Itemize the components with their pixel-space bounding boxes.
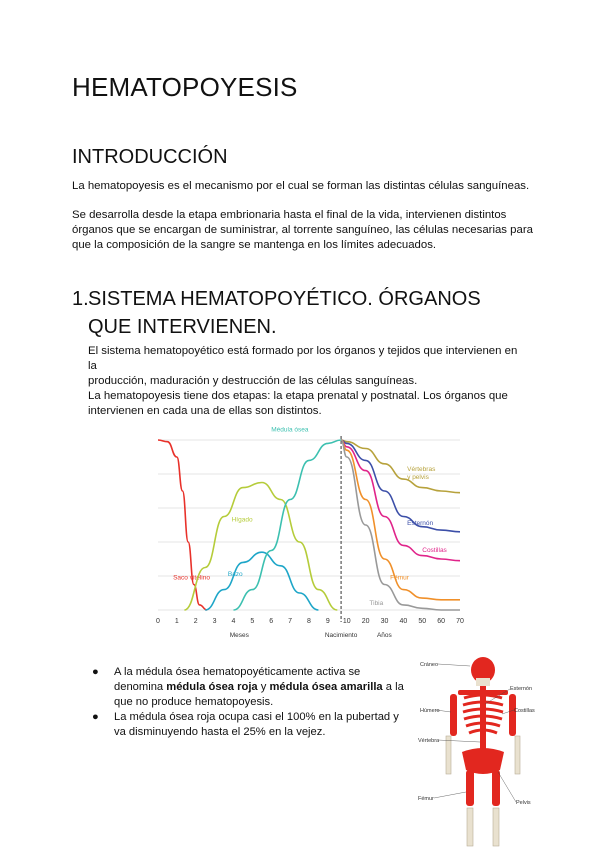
series-label: Costillas — [422, 547, 447, 555]
tick-label: 8 — [307, 618, 311, 625]
tick-label: 30 — [380, 618, 389, 625]
series-line-m-dula-sea — [231, 440, 342, 610]
tick-label: 40 — [399, 618, 408, 625]
intro-p2-line: que la composición de la sangre se mantenga en los límites adecuados. — [72, 239, 437, 251]
hematopoiesis-chart — [150, 426, 470, 650]
sternum-shape — [481, 696, 485, 726]
label-femur: Fémur — [418, 796, 434, 802]
right-tibia-shape — [493, 808, 499, 846]
tick-label: 60 — [437, 618, 446, 625]
right-humerus-shape — [509, 694, 516, 736]
series-label: Saco vitelino — [173, 574, 210, 582]
xlabel-months: Meses — [229, 632, 249, 639]
series-line-h-gado — [184, 483, 337, 611]
label-craneo: Cráneo — [420, 662, 439, 668]
intro-paragraph-2 — [72, 208, 542, 253]
section1-heading-line1: SISTEMA HEMATOPOYÉTICO. ÓRGANOS — [88, 288, 481, 310]
intro-paragraph-1: La hematopoyesis es el mecanismo por el cual se forman las distintas células sanguíneas. — [72, 180, 530, 192]
tick-label: 3 — [212, 618, 217, 625]
intro-heading: INTRODUCCIÓN — [72, 146, 228, 168]
section1-p1-line: producción, maduración y destrucción de las células sanguíneas. — [88, 375, 418, 387]
tick-label: 70 — [456, 618, 464, 625]
bullet-icon: ● — [92, 711, 99, 723]
page-title: HEMATOPOYESIS — [72, 72, 298, 102]
xlabel-years: Años — [376, 632, 392, 639]
label-esternon: Esternón — [510, 686, 533, 692]
list-item — [92, 710, 412, 740]
bullet-icon: ● — [92, 666, 99, 678]
tick-label: 5 — [250, 618, 255, 625]
section1-number: 1. — [72, 288, 89, 310]
bullet-1-bold-red: médula ósea roja — [166, 681, 258, 693]
tick-label: 1 — [174, 618, 179, 625]
section1-p2-line: La hematopoyesis tiene dos etapas: la etapa prenatal y postnatal. Los órganos que — [88, 390, 508, 402]
series-label: Médula ósea — [271, 426, 309, 434]
intro-p2-line: Se desarrolla desde la etapa embrionaria hasta el final de la vida, intervienen distintos — [72, 209, 507, 221]
right-forearm-shape — [515, 736, 520, 774]
list-item — [92, 665, 412, 710]
series-label: Tibia — [369, 599, 384, 607]
bullet-1-pre: A la médula ósea hematopoyéticamente activa se denomina — [114, 666, 361, 693]
bullet-2-text: La médula ósea roja ocupa casi el 100% en la pubertad y va disminuyendo hasta el 25% en la vejez. — [114, 711, 399, 738]
bullet-1-mid: y — [257, 681, 270, 693]
tick-label: 20 — [361, 618, 370, 625]
series-label: y pelvis — [407, 474, 429, 481]
jaw-shape — [476, 678, 490, 686]
tick-label: 10 — [342, 618, 351, 625]
label-vertebra: Vértebra — [418, 738, 440, 744]
section1-heading — [72, 285, 542, 341]
label-costillas: Costillas — [514, 708, 535, 714]
series-label: Fémur — [390, 574, 409, 582]
series-label: Vértebras — [407, 466, 436, 473]
tick-label: 7 — [288, 618, 293, 625]
intro-p2-line: órganos que se encargan de suministrar, al torrente sanguíneo, las células necesarias para — [72, 224, 533, 236]
series-label: Bazo — [227, 571, 243, 578]
series-line-costillas — [341, 440, 460, 561]
bullet-list — [92, 665, 412, 740]
series-label: Esternón — [407, 520, 434, 527]
xlabel-birth: Nacimiento — [324, 632, 358, 639]
skeleton-figure — [446, 657, 520, 846]
section1-heading-line2: QUE INTERVIENEN. — [88, 316, 277, 338]
bullet-1-post: a la que no produce hematopoyesis. — [114, 681, 404, 708]
left-humerus-shape — [450, 694, 457, 736]
tick-label: 4 — [231, 618, 236, 625]
tick-label: 9 — [325, 618, 330, 625]
bullet-1-bold-yellow: médula ósea amarilla — [269, 681, 383, 693]
left-tibia-shape — [467, 808, 473, 846]
left-femur-shape — [466, 770, 474, 806]
left-forearm-shape — [446, 736, 451, 774]
series-line-saco-vitelino — [158, 440, 207, 610]
right-femur-shape — [492, 770, 500, 806]
skeleton-illustration — [418, 652, 548, 848]
label-humero: Húmero — [420, 708, 440, 714]
label-pelvis: Pelvis — [516, 800, 531, 806]
tick-label: 0 — [156, 618, 160, 625]
tick-label: 6 — [269, 618, 274, 625]
section1-p2-line: intervienen en cada una de ellas son distintos. — [88, 405, 322, 417]
section1-p1-line: El sistema hematopoyético está formado por los órganos y tejidos que intervienen en la — [88, 345, 518, 372]
section1-paragraph-1 — [88, 344, 528, 389]
series-line-bazo — [205, 552, 318, 610]
tick-label: 50 — [418, 618, 427, 625]
tick-label: 2 — [193, 618, 198, 625]
series-label: Hígado — [231, 516, 253, 524]
section1-paragraph-2 — [88, 389, 528, 419]
